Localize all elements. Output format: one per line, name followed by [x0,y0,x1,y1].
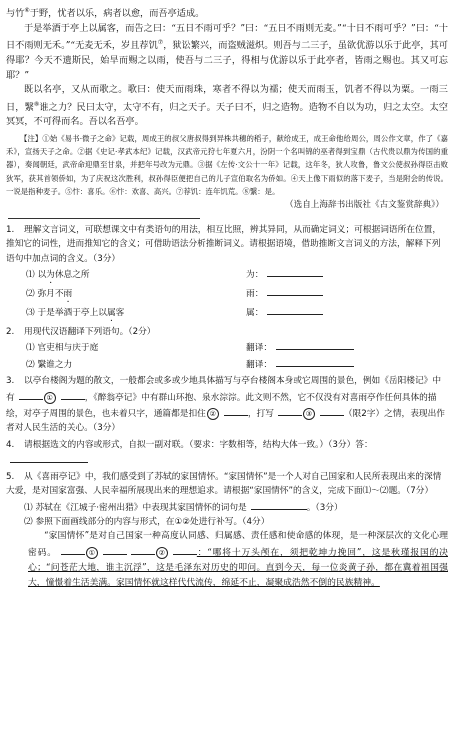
q2-item-1 [6,339,448,356]
answer-blank[interactable] [276,356,354,367]
q2-item-2 [6,356,448,373]
question-number: 5. [6,472,15,483]
answer-blank[interactable] [320,405,344,416]
item-text: 于是举酒于亭上以 [37,307,107,318]
dotted-word: 雨 [63,288,73,299]
question-number: 2. [6,326,15,337]
answer-blank[interactable] [173,544,197,555]
answer-label: 属： [246,307,264,318]
item-text: 以 [37,269,47,280]
answer-blank[interactable] [224,405,248,416]
answer-label: 雨： [246,288,264,299]
answer-blank[interactable] [103,544,127,555]
blank-marker: ① [44,392,56,404]
answer-blank[interactable] [10,452,88,463]
answer-blank[interactable] [267,285,323,296]
question-text: 理解文言词义，可联想课文中有类语句的用法，相互比照，辨其异同，从而确定词义；可根据词语所在位置，推知它的词性，进而推知它的含义；可借助语法分析推断词义。请根据语境，借助推断文言词义的方法，解释下列语句中加点词的含义。（3分） [6,224,441,264]
dotted-word: 为 [46,269,55,280]
footnote-marker: ⑥ [24,7,30,14]
footnote-marker: ⑦ [157,39,164,47]
underlined-essay-text: ：“哪将十万头颅在，须把乾坤力挽回”，这是秋瑾报国的决心；“问苍茫大地，谁主沉浮”，这是毛泽东对历史的叩问。直到今天，每一位炎黄子孙，都在冀着祖国强大，憧憬着生活美满。家国情怀就这样代代流传，绵延不止，凝聚成浩然不倒的民族精神。 [28,548,448,589]
item-number: ⑴ [26,343,35,354]
question-number: 4. [6,439,15,450]
question-text: 用现代汉语翻译下列语句。（2分） [24,326,156,337]
question-5-sub-1 [6,499,448,515]
item-text: 客 [115,307,125,318]
sub-question-text: ⑴ 苏轼在《江城子·密州出猎》中表现其家国情怀的词句是 [24,502,247,513]
question-5-sub-2: ⑵ 参照下面画线部分的内容与形式，在①②处进行补写。（4分） [24,517,270,527]
q1-item-3 [6,304,448,323]
question-1-prompt [6,223,448,266]
source-citation: （选自上海辞书出版社《古文鉴赏辞典》） [285,199,444,210]
answer-blank[interactable] [278,405,302,416]
item-text: 繄谁之力 [37,359,73,370]
passage-paragraph-2 [6,83,448,130]
question-text: 从《喜雨亭记》中，我们感受到了苏轼的家国情怀。“家国情怀”是一个人对自己国家和人民所表现出来的深情大爱，是对国家富强、人民幸福所展现出来的理想追求。请根据“家国情怀”的含义，完成下面⑴～⑵题。（7分） [6,472,442,497]
item-number: ⑵ [26,359,35,370]
annotation-notes: 【注】①始《易书·微子之命》记载，周成王的叔父唐叔得到异株共穗的稻子，献给成王，成王命他给周公，周公作文章，作了《嘉禾》，宣扬天子之命。②据《史记·孝武本纪》记载，汉武帝元狩七年夏六月，汾阴一个名叫锦的巫者得到宝鼎（古代贵以鼎为传国的重器），奏闻朝廷，武帝命迎鼎至甘泉，并把年号改为元鼎。③据《左传·文公十一年》记载，这年冬，狄人攻鲁，鲁文公使叔孙得臣击败狄军，获其首领侨如，为了庆祝这次胜利，叔孙得臣便把自己的儿子宣伯取名为侨如。④天上像下雨似的落下麦子，当是附会的传说。一说是指种麦子。⑤忭：喜乐。⑥忭：欢喜、高兴。⑦荐饥：连年饥荒。⑧繄：是。 [6,133,448,196]
passage-text: 于是举酒于亭上以属客，而告之曰：“五日不雨可乎？”曰：“五日不雨则无麦。”“十日不雨可乎？”曰：“十日不雨则无禾。”“无麦无禾，岁且荐饥 [6,22,448,52]
blank-marker: ③ [303,408,315,420]
question-1 [6,223,448,323]
answer-label: 翻译： [246,343,273,354]
answer-blank[interactable] [131,544,155,555]
answer-blank[interactable] [251,499,307,510]
answer-blank[interactable] [267,304,323,315]
question-2 [6,325,448,372]
q1-item-2 [6,285,448,304]
question-2-prompt [6,325,448,339]
answer-label: 为： [246,269,264,280]
blank-marker: ① [86,547,98,559]
answer-label: 翻译： [246,359,273,370]
question-number: 1. [6,224,15,235]
answer-blank[interactable] [276,339,354,350]
sub-question-text: 。（3分） [306,502,343,513]
question-3 [6,374,448,435]
essay-text: “家国情怀”是对自己国家一种高度认同感、归属感、责任感和使命感的体现，是一种深层次的文化心理密码。 [28,531,448,559]
item-text: 官吏相与庆于庭 [37,343,99,354]
footnote-marker: ⑧ [33,100,40,108]
answer-blank[interactable] [267,266,323,277]
question-text: ，《醉翁亭记》中有群山环抱、泉水淙淙。此文则不然，它不仅没有对喜雨亭作任何具体的描绘，对亭子周围的景色，也未着只字，通篇都是扣住 [6,392,437,419]
essay-passage [6,529,448,591]
item-number: ⑶ [26,307,35,318]
passage-text: 既以名亭，又从而歌之。歌曰：使天而雨珠，寒者不得以为襦；使天而雨玉，饥者不得以为粟。一雨三日，繄 [6,84,448,113]
passage-text: 与竹 [6,8,25,20]
question-3-prompt [6,374,448,435]
q1-item-1 [6,266,448,285]
passage-text: 谁之力？民曰太守，太守不有，归之天子。天子曰不，归之造物。造物不自以为功，归之太空。太空冥冥，不可得而名。吾以名吾亭。 [6,101,448,128]
blank-marker: ② [207,408,219,420]
item-text: 弥月不 [37,288,64,299]
dotted-word: 属 [106,307,116,318]
item-number: ⑴ [26,269,35,280]
question-4-prompt [6,438,448,469]
question-5 [6,470,448,591]
answer-blank[interactable] [19,389,43,400]
passage-text: ，狱讼繁兴，而盗贼滋炽。则吾与二三子，虽欲优游以乐于此亭，其可得耶？今天不遗斯民，始旱而赐之以雨，使吾与二三子，得相与优游以乐于此亭者，皆雨之赐也。其又可忘耶？” [6,40,448,81]
passage-paragraph-1 [6,22,448,83]
answer-blank[interactable] [61,389,85,400]
question-4 [6,438,448,469]
passage-paragraph-0 [6,4,448,22]
item-text: 休息之所 [54,269,90,280]
question-number: 3. [6,376,15,387]
question-5-prompt [6,470,448,499]
question-text: （限2字）之情，表现出作者对人民生活的关心。（3分） [6,408,445,434]
item-number: ⑵ [26,288,35,299]
passage-text: 于野，忧者以乐，病者以愈，而吾亭适成。 [29,8,205,20]
question-text: 以亭台楼阁为题的散文，一般都会或多或少地具体描写与亭台楼阁本身或它周围的景色，例如《岳阳楼记》中有 [6,376,441,403]
blank-marker: ② [156,547,168,559]
question-text: 请根据选文的内容或形式，自拟一副对联。（要求：字数相等，结构大体一致。）（3分）答： [24,439,373,450]
question-text: ，打写 [247,408,274,419]
answer-blank[interactable] [61,544,85,555]
